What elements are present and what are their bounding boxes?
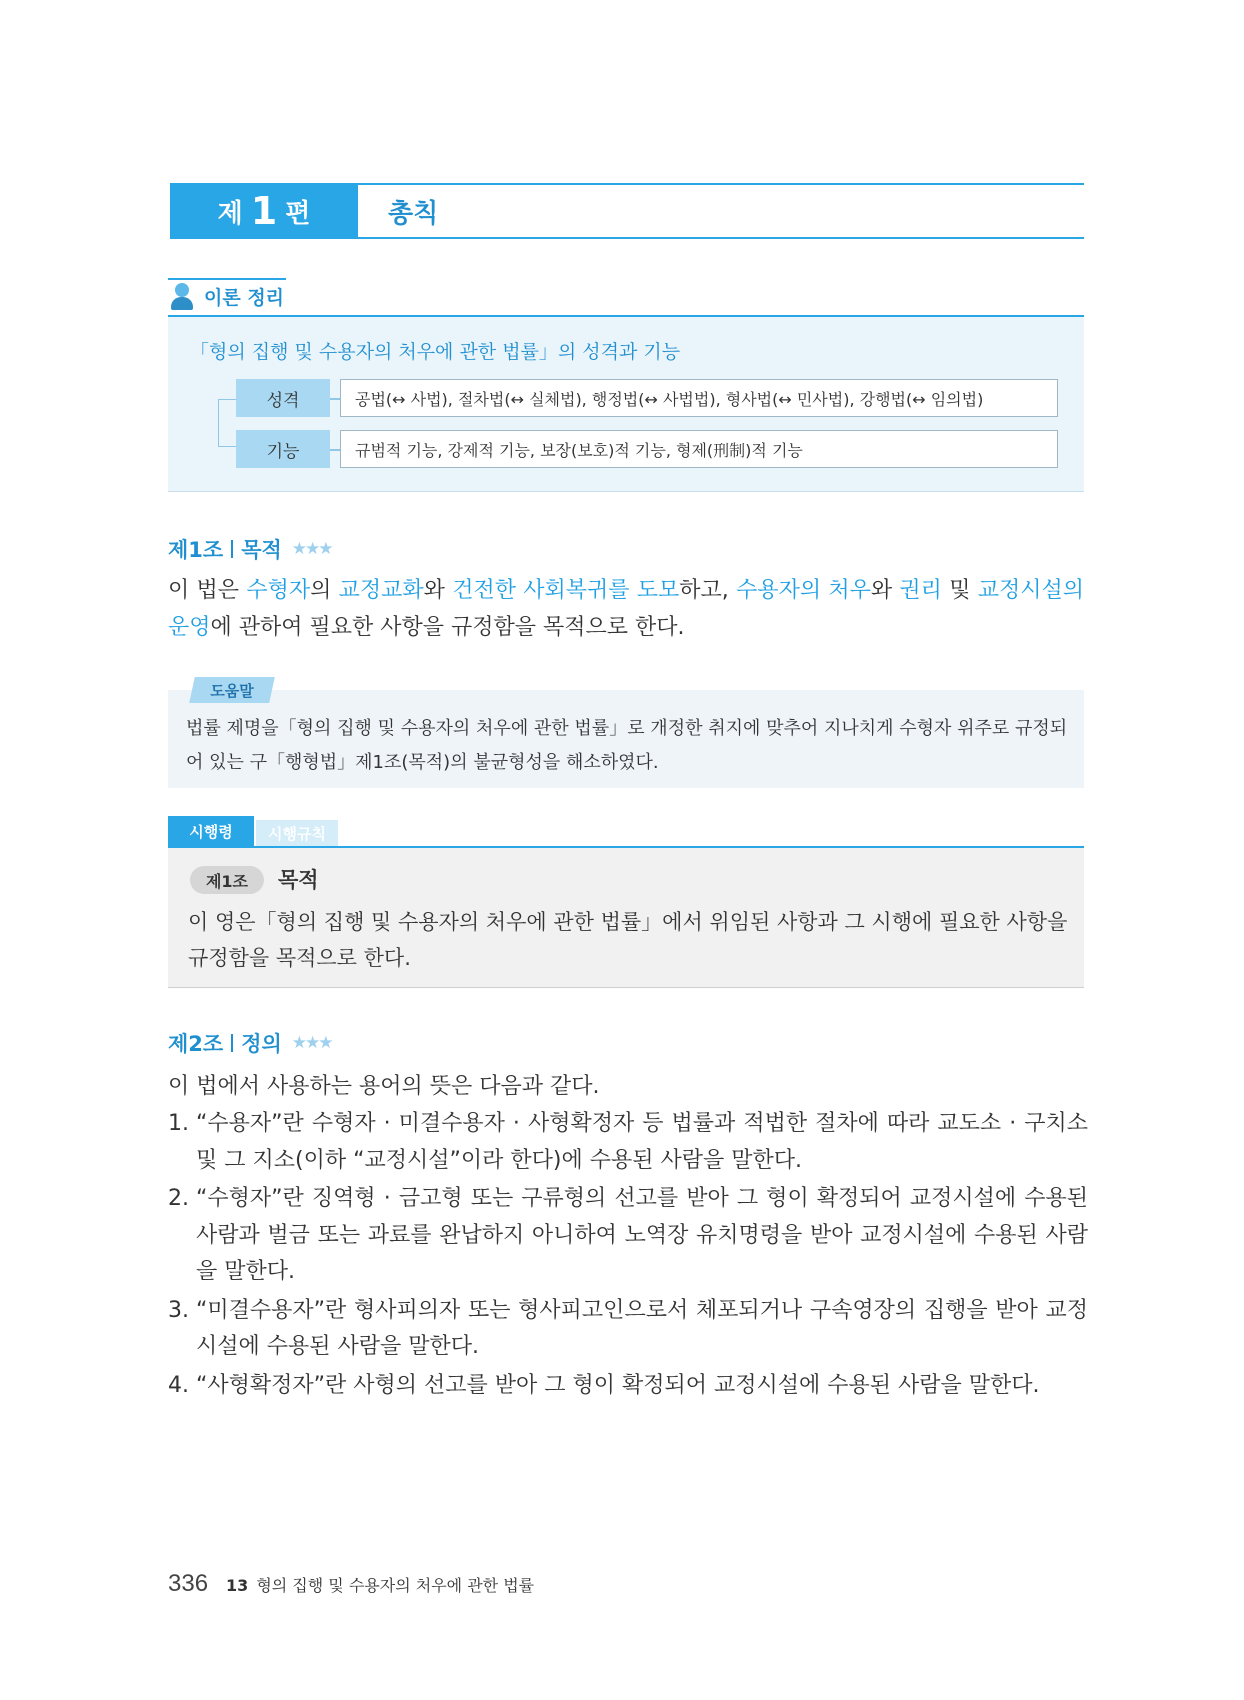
part-number: 1 <box>250 189 278 233</box>
article-number: 제2조 <box>168 1032 224 1056</box>
article-1-body: 이 법은 수형자의 교정교화와 건전한 사회복귀를 도모하고, 수용자의 처우와 권리 및 교정시설의 운영에 관하여 필요한 사항을 규정함을 목적으로 한다. <box>168 578 1085 640</box>
importance-stars-icon: ★★★ <box>291 539 332 559</box>
importance-stars-icon: ★★★ <box>291 1033 332 1053</box>
title-divider <box>231 1034 233 1052</box>
decree-article-name: 목적 <box>278 868 319 892</box>
tree-bracket <box>218 399 238 447</box>
list-item: 4. “사형확정자”란 사형의 선고를 받아 그 형이 확정되어 교정시설에 수용된 사람을 말한다. <box>168 1372 1040 1398</box>
list-item: 2. “수형자”란 징역형 · 금고형 또는 구류형의 선고를 받아 그 형이 확정되어 교정시설에 수용된 사람과 벌금 또는 과료를 완납하지 아니하여 노역장 유치명령을 받아 교정시설에 수용된 사람을 말한다. <box>168 1186 1088 1284</box>
chapter-name: 형의 집행 및 수용자의 처우에 관한 법률 <box>256 1576 535 1595</box>
part-suffix: 편 <box>285 198 311 229</box>
decree-article-badge: 제1조 <box>190 866 264 894</box>
article-name: 목적 <box>241 538 282 562</box>
article-name: 정의 <box>241 1032 282 1056</box>
list-item: 1. “수용자”란 수형자 · 미결수용자 · 사형확정자 등 법률과 적법한 절차에 따라 교도소 · 구치소 및 그 지소(이하 “교정시설”이라 한다)에 수용된 사람을 말한다. <box>168 1111 1088 1173</box>
part-prefix: 제 <box>217 198 243 229</box>
part-header <box>170 183 1084 239</box>
row-value-function: 규범적 기능, 강제적 기능, 보장(보호)적 기능, 형제(刑制)적 기능 <box>340 430 1058 468</box>
part-title: 총칙 <box>388 198 439 229</box>
article-2-title <box>168 1028 332 1058</box>
theory-heading: 「형의 집행 및 수용자의 처우에 관한 법률」의 성격과 기능 <box>190 341 681 363</box>
page-footer <box>168 1570 534 1598</box>
tab-enforcement-rules[interactable]: 시행규칙 <box>256 820 338 846</box>
list-item: 3. “미결수용자”란 형사피의자 또는 형사피고인으로서 체포되거나 구속영장의 집행을 받아 교정시설에 수용된 사람을 말한다. <box>168 1297 1088 1359</box>
row-value-nature: 공법(↔ 사법), 절차법(↔ 실체법), 행정법(↔ 사법법), 형사법(↔ 민사법), 강행법(↔ 임의법) <box>340 379 1058 417</box>
definitions-list <box>168 1106 1088 1406</box>
help-tab-label: 도움말 <box>210 681 254 700</box>
article-number: 제1조 <box>168 538 224 562</box>
teacher-icon <box>168 281 196 311</box>
page-number: 336 <box>168 1570 209 1597</box>
decree-text: 이 영은「형의 집행 및 수용자의 처우에 관한 법률」에서 위임된 사항과 그 시행에 필요한 사항을 규정함을 목적으로 한다. <box>188 910 1068 970</box>
theory-label-rule <box>168 278 286 280</box>
theory-label-text: 이론 정리 <box>204 286 285 309</box>
help-text: 법률 제명을「형의 집행 및 수용자의 처우에 관한 법률」로 개정한 취지에 맞추어 지나치게 수형자 위주로 규정되어 있는 구「행형법」제1조(목적)의 불균형성을 해소하였다. <box>186 718 1068 773</box>
row-label-function: 기능 <box>236 430 330 468</box>
theory-summary-box <box>168 315 1084 492</box>
theory-label <box>168 278 284 314</box>
article-2-intro: 이 법에서 사용하는 용어의 뜻은 다음과 같다. <box>168 1074 600 1099</box>
tab-enforcement-decree[interactable]: 시행령 <box>168 816 254 846</box>
part-number-box <box>170 183 358 239</box>
article-1-title <box>168 534 332 564</box>
title-divider <box>231 540 233 558</box>
chapter-number: 13 <box>226 1576 249 1595</box>
row-label-nature: 성격 <box>236 379 330 417</box>
